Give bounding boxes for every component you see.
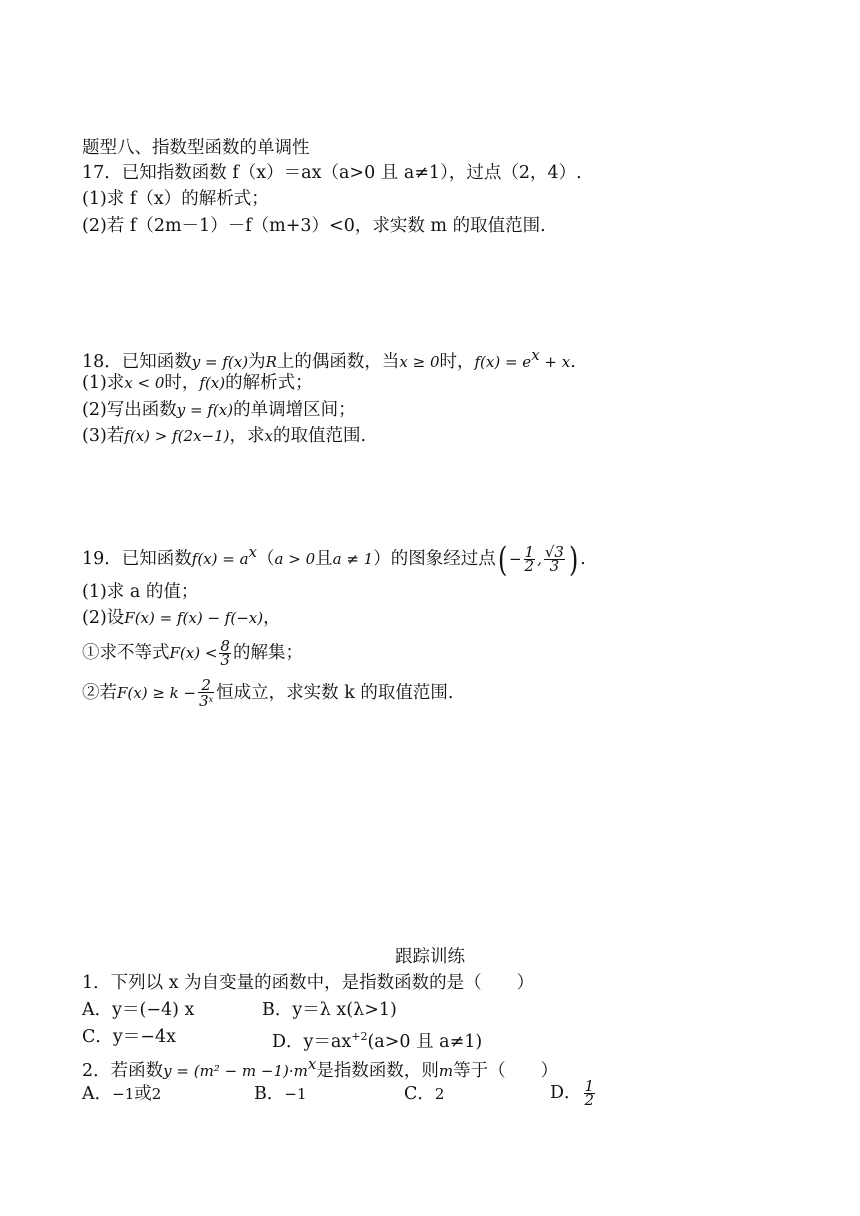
q19-frac1-num: 1: [524, 543, 535, 561]
q19-c1-text1: ①求不等式: [82, 643, 170, 663]
q19-frac2-num: √3: [544, 543, 564, 561]
q19-part2: [82, 606, 281, 630]
q18-p1-text3: 的解析式；: [225, 373, 313, 393]
q18-p2-expr: y = f(x): [176, 401, 234, 419]
section-title: 题型八、指数型函数的单调性: [82, 138, 310, 158]
q18-stem-end: .: [570, 352, 576, 372]
practice-q2-d-den: 2: [584, 1091, 595, 1109]
practice-q1-option-d: [272, 1025, 482, 1054]
practice-q1-d-text1: D．y＝ax: [272, 1032, 352, 1052]
q19-part1: (1)求 a 的值；: [82, 582, 199, 602]
practice-q2-option-a: [82, 1082, 161, 1106]
q19-c1-num: 8: [220, 637, 230, 655]
q19-c2-den-sup: x: [208, 695, 214, 704]
practice-q2-text2: 是指数函数，则: [316, 1061, 439, 1081]
q19-p2-text1: (2)设: [82, 608, 125, 628]
q18-stem-text3: 上的偶函数，当: [276, 352, 400, 372]
q18-p3-text3: 的取值范围.: [272, 426, 367, 446]
practice-q2-expr-sup: x: [307, 1055, 317, 1073]
q19-c2-text2: 恒成立，求实数 k 的取值范围.: [216, 683, 454, 703]
q18-part2: [82, 398, 356, 422]
q19-c2-text1: ②若: [82, 683, 117, 703]
practice-q1-option-b: B．y＝λ x(λ>1): [262, 1000, 397, 1020]
practice-q2-a-val2: 2: [151, 1085, 162, 1103]
practice-q2-a-label: A．: [82, 1084, 113, 1104]
practice-q2: [82, 1052, 558, 1083]
q19-c2-den: [198, 693, 214, 708]
q19-c1-text2: 的解集；: [232, 643, 303, 663]
q18-expr-x-ge-0: x ≥ 0: [399, 353, 440, 371]
q19-expr-a-gt-0: a > 0: [274, 550, 316, 568]
practice-q1-d-text2: (a>0 且 a≠1): [367, 1032, 483, 1052]
q18-part3: [82, 424, 366, 448]
q18-p3-text1: (3)若: [82, 426, 125, 446]
practice-q2-b-label: B．: [254, 1084, 285, 1104]
q19-c2-num: 2: [198, 679, 214, 693]
q18-p1-text2: 时，: [164, 373, 200, 393]
q19-expr-sup: x: [248, 543, 258, 561]
q19-expr-fx: f(x) = a: [191, 550, 249, 568]
practice-q1-option-a: A．y＝(−4) x: [82, 1000, 195, 1020]
practice-q2-option-c: [404, 1082, 444, 1106]
practice-q2-d-frac: [584, 1077, 596, 1109]
q18-p2-text1: (2)写出函数: [82, 400, 177, 420]
q19-stem-text4: ）的图象经过点: [373, 549, 496, 569]
practice-q2-c-val: 2: [434, 1085, 445, 1103]
q19-frac1-den: 2: [524, 557, 535, 575]
q19-right-paren: ): [568, 539, 579, 580]
practice-q2-d-num: 1: [584, 1077, 595, 1095]
q18-stem-text1: 18．已知函数: [82, 352, 192, 372]
q19-p2-expr: F(x) = f(x) − f(−x): [124, 609, 264, 627]
q19-point-comma: ,: [537, 550, 542, 568]
q19-c2-expr: F(x) ≥ k −: [117, 684, 197, 702]
practice-q2-option-d: [550, 1077, 597, 1109]
q18-stem-text4: 时，: [439, 352, 475, 372]
q18-stem: [82, 343, 576, 374]
q19-c1-frac: [219, 637, 231, 669]
q19-c2-frac: [198, 676, 214, 710]
q18-expr-y-fx: y = f(x): [191, 353, 249, 371]
q19-stem-end: .: [580, 549, 586, 569]
practice-q2-a-val1: −1: [112, 1085, 135, 1103]
practice-q1-d-sup: +2: [351, 1030, 368, 1043]
q19-point-frac1: [524, 543, 536, 575]
practice-q2-option-b: [254, 1082, 307, 1106]
q19-sub2: [82, 676, 454, 710]
q18-p3-expr: f(x) > f(2x−1): [124, 427, 230, 445]
q19-stem-text1: 19．已知函数: [82, 549, 192, 569]
q18-p2-text2: 的单调增区间；: [233, 400, 356, 420]
q19-expr-a-ne-1: a ≠ 1: [332, 550, 374, 568]
q18-expr-fx-ex: f(x) = e: [474, 353, 532, 371]
practice-q1-option-c: C．y＝−4x: [82, 1027, 176, 1047]
q17-part2: (2)若 f（2m－1）－f（m+3）<0，求实数 m 的取值范围.: [82, 216, 546, 236]
practice-title: 跟踪训练: [395, 947, 465, 967]
q19-c2-den-base: 3: [199, 692, 209, 710]
practice-q2-expr: y = (m² − m −1)·m: [163, 1062, 308, 1080]
q18-expr-R: R: [265, 353, 277, 371]
q19-stem-text2: （: [257, 549, 275, 569]
q18-p3-expr-x: x: [264, 427, 273, 445]
practice-q2-d-label: D．: [550, 1083, 582, 1103]
q19-sub1: [82, 637, 303, 669]
q18-stem-text2: 为: [248, 352, 266, 372]
practice-q2-m: m: [438, 1062, 454, 1080]
practice-q2-a-or: 或: [134, 1084, 152, 1104]
q19-frac2-den: 3: [549, 557, 560, 575]
q18-part1: [82, 371, 313, 395]
practice-q1: 1．下列以 x 为自变量的函数中，是指数函数的是（ ）: [82, 973, 535, 993]
q17-stem: 17．已知指数函数 f（x）＝ax（a>0 且 a≠1），过点（2，4）.: [82, 163, 582, 183]
practice-q2-text1: 2．若函数: [82, 1061, 164, 1081]
practice-q2-b-val: −1: [284, 1085, 307, 1103]
q19-c1-den: 3: [220, 651, 230, 669]
q18-p1-expr2: f(x): [199, 374, 226, 392]
practice-q2-text3: 等于（ ）: [453, 1061, 559, 1081]
q18-expr-plus-x: + x: [539, 353, 571, 371]
q17-part1: (1)求 f（x）的解析式；: [82, 189, 269, 209]
q19-point-frac2: [544, 543, 565, 575]
q19-stem: [82, 539, 586, 580]
q18-p1-expr1: x < 0: [124, 374, 165, 392]
q19-stem-text3: 且: [315, 549, 333, 569]
q19-left-paren: (: [497, 539, 507, 580]
q19-c1-expr: F(x) <: [169, 644, 218, 662]
q18-p1-text1: (1)求: [82, 373, 125, 393]
q19-p2-text2: ，: [263, 608, 281, 628]
practice-q2-c-label: C．: [404, 1084, 435, 1104]
q18-expr-sup: x: [531, 346, 540, 364]
q19-point-minus: −: [508, 550, 522, 568]
q18-p3-text2: ，求: [229, 426, 265, 446]
